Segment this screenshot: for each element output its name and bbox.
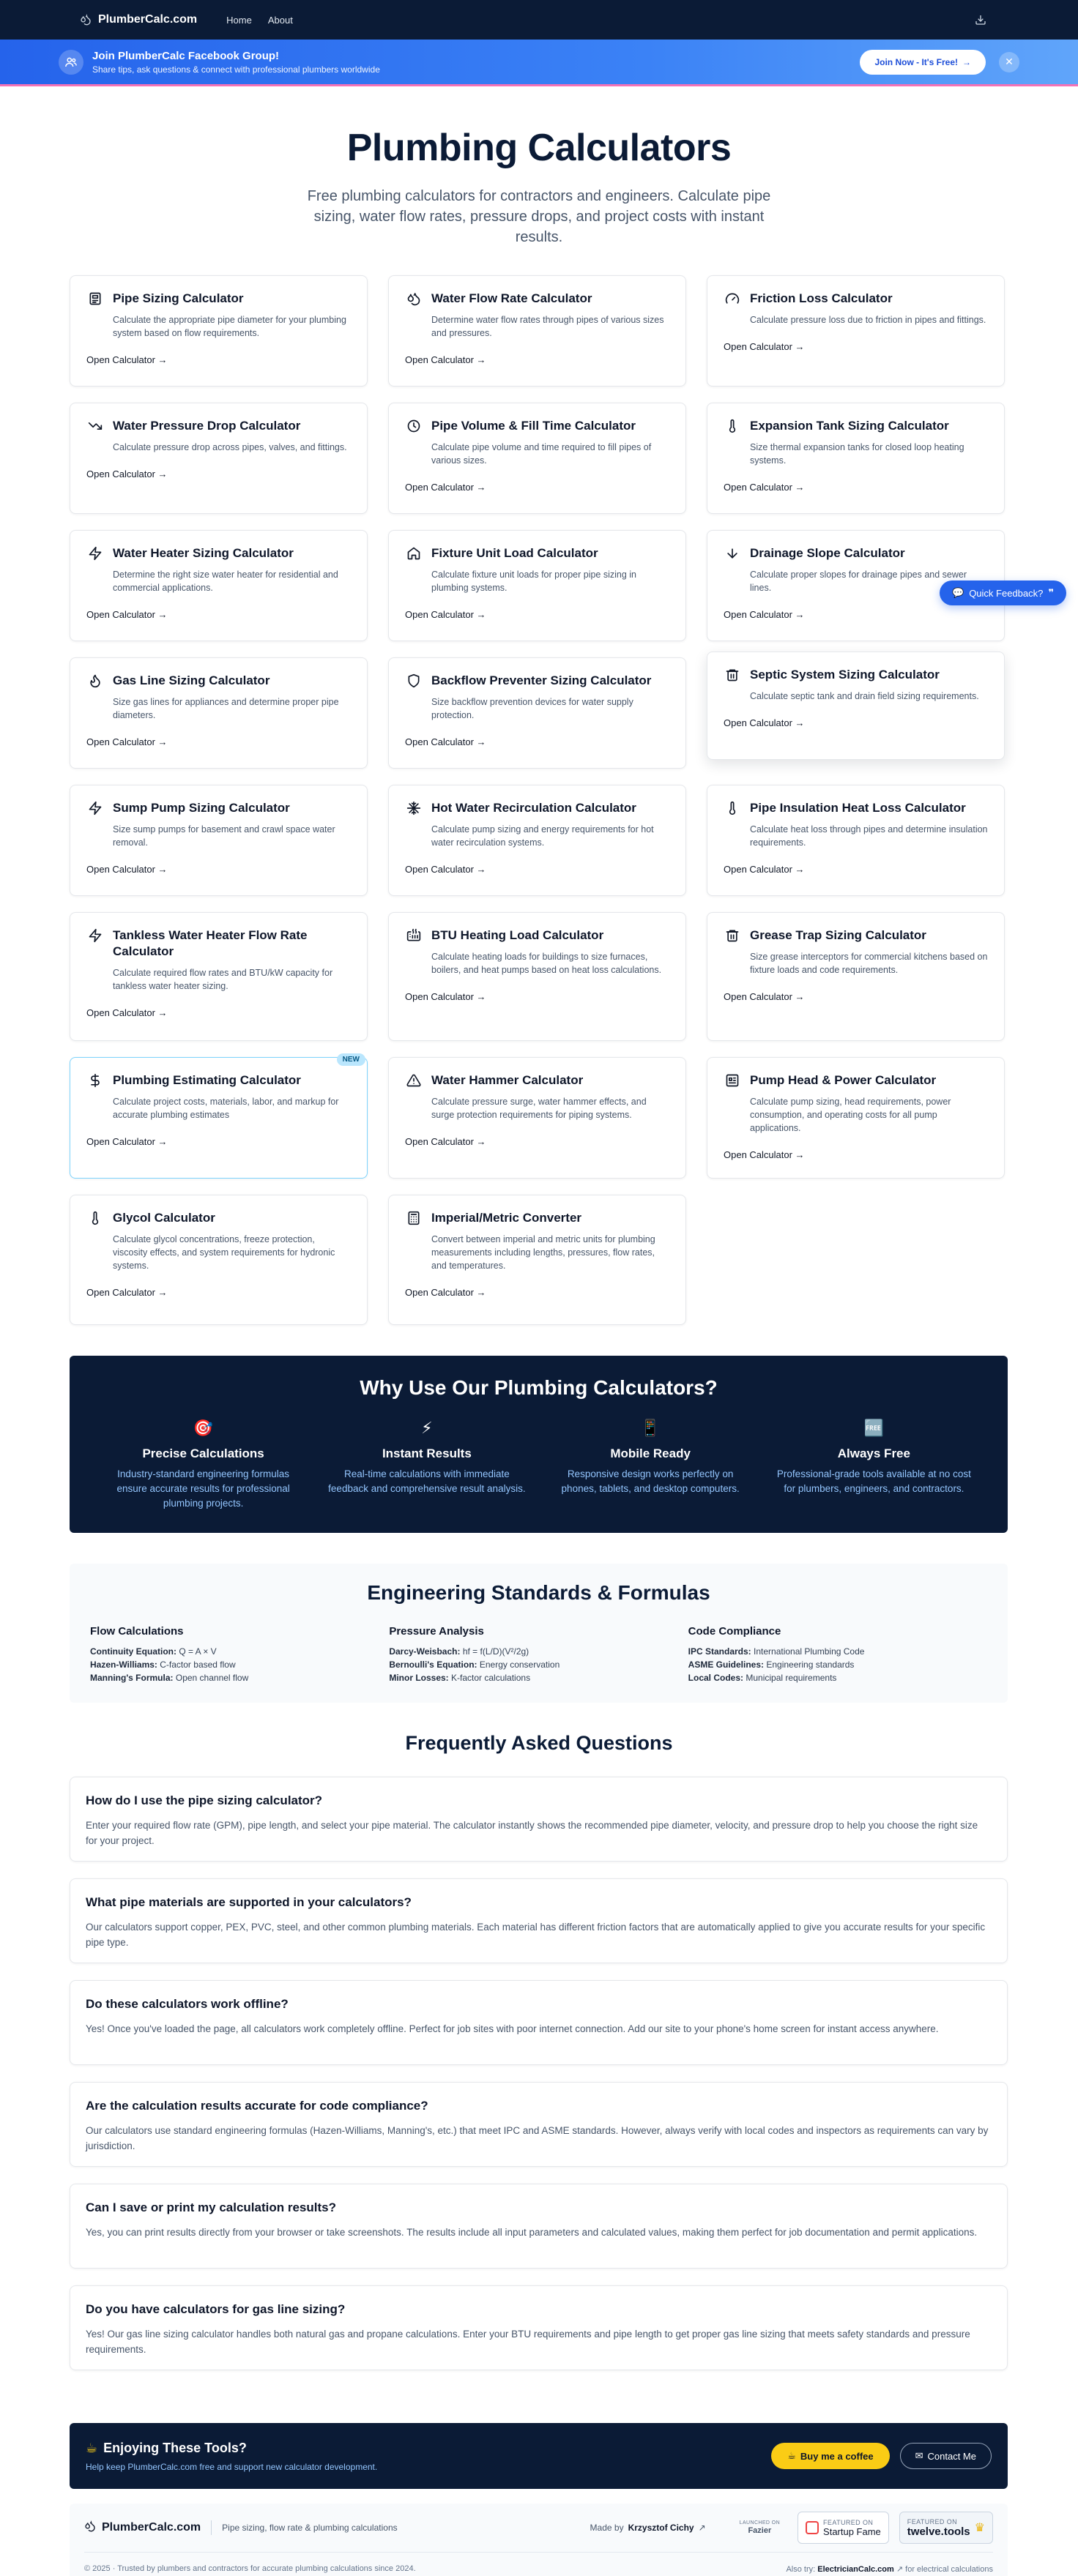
why-item	[315, 1419, 538, 1511]
twelve-tools-label: twelve.tools	[907, 2525, 970, 2538]
card-header	[86, 673, 351, 722]
card-header	[724, 927, 988, 977]
card-title: Expansion Tank Sizing Calculator	[750, 419, 949, 433]
why-item-desc: Real-time calculations with immediate feedback and comprehensive result analysis.	[328, 1468, 526, 1494]
also-try-label: Also try:	[786, 2564, 816, 2574]
standards-line	[90, 1671, 389, 1684]
open-calculator-link[interactable]: Open Calculator →	[405, 864, 486, 875]
speedometer-icon	[724, 290, 741, 307]
nav-links	[226, 15, 293, 26]
card-description: Calculate the appropriate pipe diameter for your plumbing system based on flow requirements.	[113, 315, 346, 338]
quote-icon: ❞	[1048, 587, 1054, 598]
calculator-card[interactable]	[388, 657, 686, 769]
card-description: Calculate pressure surge, water hammer effects, and surge protection requirements for piping systems.	[431, 1097, 647, 1120]
card-header	[86, 545, 351, 594]
calculator-card[interactable]	[70, 275, 368, 387]
card-body	[431, 418, 669, 467]
standards-column	[389, 1625, 688, 1684]
card-title: Pipe Volume & Fill Time Calculator	[431, 419, 636, 433]
warning-icon	[405, 1072, 423, 1089]
standards-line-label: ASME Guidelines:	[688, 1660, 765, 1670]
open-calculator-link[interactable]: Open Calculator →	[405, 482, 486, 493]
mobile-icon: 📱	[640, 1419, 661, 1437]
faq-item	[70, 2184, 1008, 2269]
faq-question: How do I use the pipe sizing calculator?	[86, 1793, 323, 1807]
card-title: Hot Water Recirculation Calculator	[431, 801, 636, 815]
card-title: Friction Loss Calculator	[750, 291, 893, 305]
open-calculator-link[interactable]: Open Calculator →	[405, 354, 486, 365]
faq-answer: Yes, you can print results directly from your browser or take screenshots. The results include all input parameters and calculated values, making them perfect for job documentation and permit applications.	[86, 2227, 978, 2238]
twelve-tools-badge[interactable]	[899, 2512, 993, 2544]
coffee-cup-icon: ☕	[787, 2450, 796, 2461]
open-calculator-link[interactable]: Open Calculator →	[724, 1149, 805, 1160]
calculator-card[interactable]	[388, 1057, 686, 1179]
droplets-icon	[405, 290, 423, 307]
standards-line	[389, 1671, 688, 1684]
card-description: Size thermal expansion tanks for closed loop heating systems.	[750, 442, 964, 466]
card-title: Glycol Calculator	[113, 1211, 215, 1225]
author-name: Krzysztof Cichy	[628, 2523, 694, 2533]
open-calculator-link[interactable]: Open Calculator →	[86, 1136, 168, 1147]
card-title: Water Hammer Calculator	[431, 1073, 584, 1087]
card-title: Water Heater Sizing Calculator	[113, 546, 294, 560]
why-item-title: Precise Calculations	[142, 1446, 264, 1460]
card-title: BTU Heating Load Calculator	[431, 928, 604, 942]
why-item-desc: Responsive design works perfectly on phones, tablets, and desktop computers.	[561, 1468, 740, 1494]
calculator-card[interactable]	[388, 403, 686, 514]
support-section	[70, 2423, 1008, 2489]
quick-feedback-button[interactable]	[940, 580, 1066, 605]
open-calculator-link[interactable]: Open Calculator →	[724, 341, 805, 352]
card-header	[405, 1210, 669, 1272]
download-icon[interactable]	[973, 12, 989, 28]
quick-feedback-label: Quick Feedback?	[969, 587, 1044, 599]
thermometer-icon	[724, 799, 741, 817]
brand-name: PlumberCalc.com	[98, 13, 198, 26]
standards-column-title: Pressure Analysis	[389, 1625, 484, 1638]
calculator-icon	[405, 1209, 423, 1227]
card-title: Sump Pump Sizing Calculator	[113, 801, 290, 815]
card-header	[86, 927, 351, 993]
why-item-title: Instant Results	[382, 1446, 472, 1460]
shield-icon	[405, 672, 423, 690]
card-description: Size gas lines for appliances and determine proper pipe diameters.	[113, 697, 339, 720]
card-body	[750, 800, 988, 849]
join-group-button[interactable]	[860, 50, 986, 75]
card-description: Calculate pipe volume and time required to fill pipes of various sizes.	[431, 442, 652, 466]
faq-question: Do these calculators work offline?	[86, 1997, 289, 2011]
card-title: Water Pressure Drop Calculator	[113, 419, 301, 433]
join-group-label: Join Now - It's Free!	[874, 56, 958, 67]
open-calculator-link[interactable]: Open Calculator →	[86, 736, 168, 747]
card-body	[750, 418, 988, 467]
footer-divider	[211, 2520, 212, 2535]
card-body	[431, 800, 669, 849]
calculator-card[interactable]	[70, 530, 368, 641]
open-calculator-link[interactable]: Open Calculator →	[86, 354, 168, 365]
standards-line-label: Local Codes:	[688, 1673, 744, 1683]
card-body	[431, 545, 669, 594]
why-section	[70, 1356, 1008, 1533]
standards-column-title: Flow Calculations	[90, 1625, 184, 1638]
brand-link[interactable]	[79, 13, 197, 26]
card-description: Calculate septic tank and drain field sizing requirements.	[750, 691, 979, 701]
card-title: Pipe Sizing Calculator	[113, 291, 244, 305]
standards-line-value: Engineering standards	[764, 1660, 855, 1670]
card-description: Calculate proper slopes for drainage pipes and sewer lines.	[750, 570, 967, 593]
calculator-card[interactable]	[388, 530, 686, 641]
calculator-card[interactable]	[707, 275, 1005, 387]
card-body	[113, 418, 347, 454]
calculator-card[interactable]	[70, 1195, 368, 1325]
card-body	[750, 927, 988, 977]
standards-column	[90, 1625, 389, 1684]
why-item	[92, 1419, 315, 1511]
fazier-badge-top: LAUNCHED ON	[739, 2520, 781, 2525]
calculator-card[interactable]	[707, 652, 1005, 760]
standards-line-label: Bernoulli's Equation:	[389, 1660, 477, 1670]
faq-answer: Our calculators use standard engineering formulas (Hazen-Williams, Manning's, etc.) that meet IPC and ASME standards. However, always verify with local codes and inspectors as requirements can vary by jurisdiction.	[86, 2125, 989, 2151]
page-title: Plumbing Calculators	[346, 127, 732, 169]
external-link-icon: ↗	[698, 2523, 706, 2533]
standards-line-label: Hazen-Williams:	[90, 1660, 157, 1670]
open-calculator-link[interactable]: Open Calculator →	[86, 468, 168, 479]
open-calculator-link[interactable]: Open Calculator →	[724, 864, 805, 875]
standards-line	[389, 1658, 688, 1671]
card-body	[113, 545, 351, 594]
nav-home-link[interactable]: Home	[226, 14, 252, 26]
startup-fame-icon	[806, 2521, 819, 2534]
card-header	[86, 418, 351, 454]
standards-line-label: Darcy-Weisbach:	[389, 1646, 461, 1657]
why-item-title: Always Free	[837, 1446, 910, 1460]
calculator-grid	[0, 247, 1078, 1325]
calculator-card[interactable]	[707, 1057, 1005, 1179]
trash-icon	[724, 927, 741, 944]
made-by-label: Made by	[590, 2523, 624, 2533]
external-link-icon: ↗	[896, 2564, 904, 2574]
card-title: Grease Trap Sizing Calculator	[750, 928, 926, 942]
card-description: Calculate heating loads for buildings to size furnaces, boilers, and heat pumps based on heat loss calculations.	[431, 952, 662, 975]
card-description: Calculate heat loss through pipes and determine insulation requirements.	[750, 824, 988, 848]
faq-answer: Our calculators support copper, PEX, PVC, steel, and other common plumbing materials. Each material has different friction factors that are automatically applied to give you accurate results for your specific pipe type.	[86, 1922, 986, 1948]
card-header	[405, 673, 669, 722]
banner-title: Join PlumberCalc Facebook Group!	[92, 49, 280, 62]
coffee-icon: ☕	[86, 2440, 98, 2455]
support-subtitle: Help keep PlumberCalc.com free and support new calculator development.	[86, 2461, 378, 2472]
standards-line	[688, 1658, 987, 1671]
arrow-right-icon: →	[962, 56, 971, 67]
card-header	[724, 667, 988, 703]
thermometer-icon	[86, 1209, 104, 1227]
made-by	[590, 2523, 706, 2533]
standards-line-label: Continuity Equation:	[90, 1646, 176, 1657]
card-description: Calculate pressure loss due to friction in pipes and fittings.	[750, 315, 986, 325]
standards-section	[70, 1564, 1008, 1703]
card-body	[113, 1210, 351, 1272]
contact-button[interactable]	[900, 2443, 992, 2469]
footer-brand-link[interactable]	[84, 2520, 201, 2536]
card-description: Calculate pressure drop across pipes, valves, and fittings.	[113, 442, 347, 452]
faq-answer: Yes! Once you've loaded the page, all calculators work completely offline. Perfect for job sites with poor internet connection. Add our site to your phone's home screen for instant access anywhere.	[86, 2023, 939, 2034]
standards-title: Engineering Standards & Formulas	[367, 1581, 710, 1604]
buy-coffee-button[interactable]	[771, 2443, 889, 2469]
open-calculator-link[interactable]: Open Calculator →	[724, 609, 805, 620]
calculator-card[interactable]	[388, 275, 686, 387]
card-header	[405, 545, 669, 594]
card-description: Determine water flow rates through pipes of various sizes and pressures.	[431, 315, 664, 338]
standards-line-value: hf = f(L/D)(V²/2g)	[460, 1646, 529, 1657]
arrow-down-icon	[724, 545, 741, 562]
new-badge: NEW	[337, 1053, 365, 1066]
open-calculator-link[interactable]: Open Calculator →	[724, 717, 805, 728]
faq-item	[70, 1878, 1008, 1963]
card-body	[113, 1072, 351, 1121]
card-header	[405, 1072, 669, 1121]
hero-section	[0, 86, 1078, 247]
card-description: Calculate pump sizing, head requirements, power consumption, and operating costs for all pump applications.	[750, 1097, 951, 1133]
open-calculator-link[interactable]: Open Calculator →	[724, 991, 805, 1002]
standards-line-value: K-factor calculations	[448, 1673, 531, 1683]
card-header	[724, 800, 988, 849]
faq-question: Can I save or print my calculation results?	[86, 2200, 336, 2214]
card-header	[86, 291, 351, 340]
home-icon	[405, 545, 423, 562]
card-description: Calculate required flow rates and BTU/kW capacity for tankless water heater sizing.	[113, 968, 333, 991]
faq-answer: Enter your required flow rate (GPM), pipe length, and select your pipe material. The calculator instantly shows the recommended pipe diameter, velocity, and pressure drop to help you choose the right size for your project.	[86, 1820, 978, 1846]
droplets-logo-icon	[84, 2520, 96, 2536]
copyright: © 2025 · Trusted by plumbers and contractors for accurate plumbing calculations since 2024.	[84, 2564, 416, 2573]
standards-line	[90, 1658, 389, 1671]
faq-title: Frequently Asked Questions	[405, 1732, 673, 1754]
lightning-icon: ⚡	[421, 1419, 433, 1437]
standards-line	[90, 1645, 389, 1658]
open-calculator-link[interactable]: Open Calculator →	[86, 1007, 168, 1018]
card-title: Gas Line Sizing Calculator	[113, 673, 270, 687]
facebook-banner	[0, 40, 1078, 86]
standards-line-label: Minor Losses:	[389, 1673, 449, 1683]
card-title: Pipe Insulation Heat Loss Calculator	[750, 801, 966, 815]
standards-line	[389, 1645, 688, 1658]
standards-line-label: IPC Standards:	[688, 1646, 751, 1657]
free-icon: 🆓	[863, 1419, 885, 1437]
card-description: Calculate glycol concentrations, freeze protection, viscosity effects, and system requirements for hydronic systems.	[113, 1234, 335, 1271]
also-try	[786, 2564, 993, 2574]
card-title: Tankless Water Heater Flow Rate Calculator	[113, 928, 308, 958]
card-header	[405, 418, 669, 467]
card-header	[724, 418, 988, 467]
startup-fame-badge[interactable]	[798, 2512, 889, 2544]
calculator-card[interactable]	[70, 657, 368, 769]
thermometer-icon	[724, 417, 741, 435]
message-icon: 💬	[952, 587, 964, 598]
also-try-site: ElectricianCalc.com	[817, 2564, 894, 2574]
standards-line-value: International Plumbing Code	[751, 1646, 865, 1657]
card-body	[750, 1072, 988, 1135]
card-description: Calculate project costs, materials, labor, and markup for accurate plumbing estimates	[113, 1097, 339, 1120]
users-icon	[59, 50, 83, 75]
card-title: Imperial/Metric Converter	[431, 1211, 582, 1225]
zap-icon	[86, 799, 104, 817]
author-link[interactable]	[628, 2523, 694, 2533]
faq-question: What pipe materials are supported in your calculators?	[86, 1895, 412, 1909]
footer-tagline: Pipe sizing, flow rate & plumbing calculations	[222, 2523, 398, 2533]
calculator-card[interactable]	[70, 785, 368, 896]
why-item-desc: Professional-grade tools available at no cost for plumbers, engineers, and contractors.	[776, 1468, 971, 1494]
calculator-card[interactable]	[70, 912, 368, 1041]
card-description: Calculate pump sizing and energy requirements for hot water recirculation systems.	[431, 824, 654, 848]
zap-icon	[86, 545, 104, 562]
card-title: Water Flow Rate Calculator	[431, 291, 592, 305]
card-header	[86, 1210, 351, 1272]
card-body	[113, 673, 351, 722]
clock-icon	[405, 417, 423, 435]
card-header	[405, 800, 669, 849]
card-body	[431, 927, 669, 977]
card-body	[750, 667, 979, 703]
standards-line-value: Open channel flow	[173, 1673, 249, 1683]
calculator-card[interactable]	[388, 785, 686, 896]
fazier-badge[interactable]	[732, 2512, 787, 2544]
card-body	[431, 1210, 669, 1272]
buy-coffee-label: Buy me a coffee	[800, 2450, 874, 2462]
card-title: Septic System Sizing Calculator	[750, 668, 940, 682]
card-title: Drainage Slope Calculator	[750, 546, 905, 560]
why-item-desc: Industry-standard engineering formulas ensure accurate results for professional plumbing projects.	[116, 1468, 290, 1509]
support-title-text: Enjoying These Tools?	[103, 2440, 247, 2455]
faq-question: Are the calculation results accurate for code compliance?	[86, 2099, 428, 2113]
faq-item	[70, 2082, 1008, 2167]
gauge-box-icon	[86, 290, 104, 307]
footer	[70, 2504, 1008, 2576]
startup-fame-label: Startup Fame	[823, 2525, 881, 2537]
open-calculator-link[interactable]: Open Calculator →	[405, 991, 486, 1002]
calculator-card[interactable]	[70, 403, 368, 514]
support-title	[86, 2441, 377, 2456]
standards-line-value: Municipal requirements	[743, 1673, 837, 1683]
card-description: Size grease interceptors for commercial kitchens based on fixture loads and code requirements.	[750, 952, 988, 975]
why-item	[539, 1419, 762, 1511]
calculator-card[interactable]	[388, 912, 686, 1041]
calculator-card[interactable]	[70, 1057, 368, 1179]
trending-down-icon	[86, 417, 104, 435]
pump-icon	[724, 1072, 741, 1089]
card-header	[405, 291, 669, 340]
faq-answer: Yes! Our gas line sizing calculator handles both natural gas and propane calculations. Enter your BTU requirements and pipe length to get proper gas line sizing that meets safety standards and pressure requirements.	[86, 2329, 970, 2355]
why-item-title: Mobile Ready	[610, 1446, 691, 1460]
card-header	[724, 1072, 988, 1135]
contact-label: Contact Me	[927, 2450, 976, 2462]
target-icon: 🎯	[193, 1419, 214, 1437]
mail-icon: ✉	[915, 2450, 923, 2461]
open-calculator-link[interactable]: Open Calculator →	[405, 736, 486, 747]
card-header	[405, 927, 669, 977]
standards-line	[688, 1645, 987, 1658]
card-title: Pump Head & Power Calculator	[750, 1073, 937, 1087]
open-calculator-link[interactable]: Open Calculator →	[405, 609, 486, 620]
nav-about-link[interactable]: About	[267, 14, 293, 26]
calculator-card[interactable]	[388, 1195, 686, 1325]
standards-line-value: Q = A × V	[176, 1646, 217, 1657]
why-title: Why Use Our Plumbing Calculators?	[360, 1376, 718, 1399]
card-body	[113, 800, 351, 849]
heater-icon	[405, 927, 423, 944]
also-try-tail: for electrical calculations	[905, 2564, 993, 2574]
standards-line-value: C-factor based flow	[157, 1660, 236, 1670]
open-calculator-link[interactable]: Open Calculator →	[86, 609, 168, 620]
flame-icon	[86, 672, 104, 690]
card-description: Convert between imperial and metric units for plumbing measurements including lengths, pressures, flow rates, and temperatures.	[431, 1234, 655, 1271]
crown-icon: ♛	[974, 2522, 985, 2534]
card-body	[431, 673, 669, 722]
banner-close-icon[interactable]: ✕	[999, 52, 1019, 72]
standards-line	[688, 1671, 987, 1684]
faq-list	[70, 1777, 1008, 2370]
card-header	[724, 291, 988, 326]
open-calculator-link[interactable]: Open Calculator →	[405, 1287, 486, 1298]
standards-column-title: Code Compliance	[688, 1625, 781, 1638]
faq-item	[70, 1777, 1008, 1862]
startup-fame-top: FEATURED ON	[823, 2518, 874, 2526]
dollar-icon	[86, 1072, 104, 1089]
calculator-card[interactable]	[707, 912, 1005, 1041]
open-calculator-link[interactable]: Open Calculator →	[724, 482, 805, 493]
open-calculator-link[interactable]: Open Calculator →	[86, 1287, 168, 1298]
open-calculator-link[interactable]: Open Calculator →	[405, 1136, 486, 1147]
calculator-card[interactable]	[707, 785, 1005, 896]
why-item	[762, 1419, 986, 1511]
standards-column	[688, 1625, 987, 1684]
electriciancalc-link[interactable]	[817, 2565, 894, 2574]
trash-icon	[724, 666, 741, 684]
twelve-tools-top: FEATURED ON	[907, 2517, 958, 2525]
standards-line-value: Energy conservation	[477, 1660, 560, 1670]
card-description: Calculate fixture unit loads for proper pipe sizing in plumbing systems.	[431, 570, 637, 593]
faq-item	[70, 1980, 1008, 2065]
card-header	[86, 800, 351, 849]
page-subtitle: Free plumbing calculators for contractors and engineers. Calculate pipe sizing, water flow rates, pressure drops, and project costs with instant results.	[307, 188, 771, 245]
fazier-badge-label: Fazier	[748, 2526, 772, 2535]
open-calculator-link[interactable]: Open Calculator →	[86, 864, 168, 875]
card-body	[431, 291, 669, 340]
faq-item	[70, 2285, 1008, 2370]
zap-icon	[86, 927, 104, 944]
snowflake-icon	[405, 799, 423, 817]
card-description: Size backflow prevention devices for water supply protection.	[431, 697, 633, 720]
droplets-logo-icon	[79, 13, 92, 26]
faq-question: Do you have calculators for gas line sizing?	[86, 2302, 346, 2316]
banner-subtitle: Share tips, ask questions & connect with professional plumbers worldwide	[92, 64, 380, 75]
card-body	[431, 1072, 669, 1121]
card-description: Size sump pumps for basement and crawl space water removal.	[113, 824, 335, 848]
card-body	[113, 927, 351, 993]
card-header	[86, 1072, 351, 1121]
card-description: Determine the right size water heater for residential and commercial applications.	[113, 570, 338, 593]
card-title: Plumbing Estimating Calculator	[113, 1073, 301, 1087]
calculator-card[interactable]	[707, 403, 1005, 514]
standards-line-label: Manning's Formula:	[90, 1673, 174, 1683]
card-body	[113, 291, 351, 340]
card-body	[750, 291, 986, 326]
footer-brand-name: PlumberCalc.com	[102, 2521, 201, 2534]
card-title: Fixture Unit Load Calculator	[431, 546, 598, 560]
card-title: Backflow Preventer Sizing Calculator	[431, 673, 652, 687]
top-nav	[0, 0, 1078, 40]
